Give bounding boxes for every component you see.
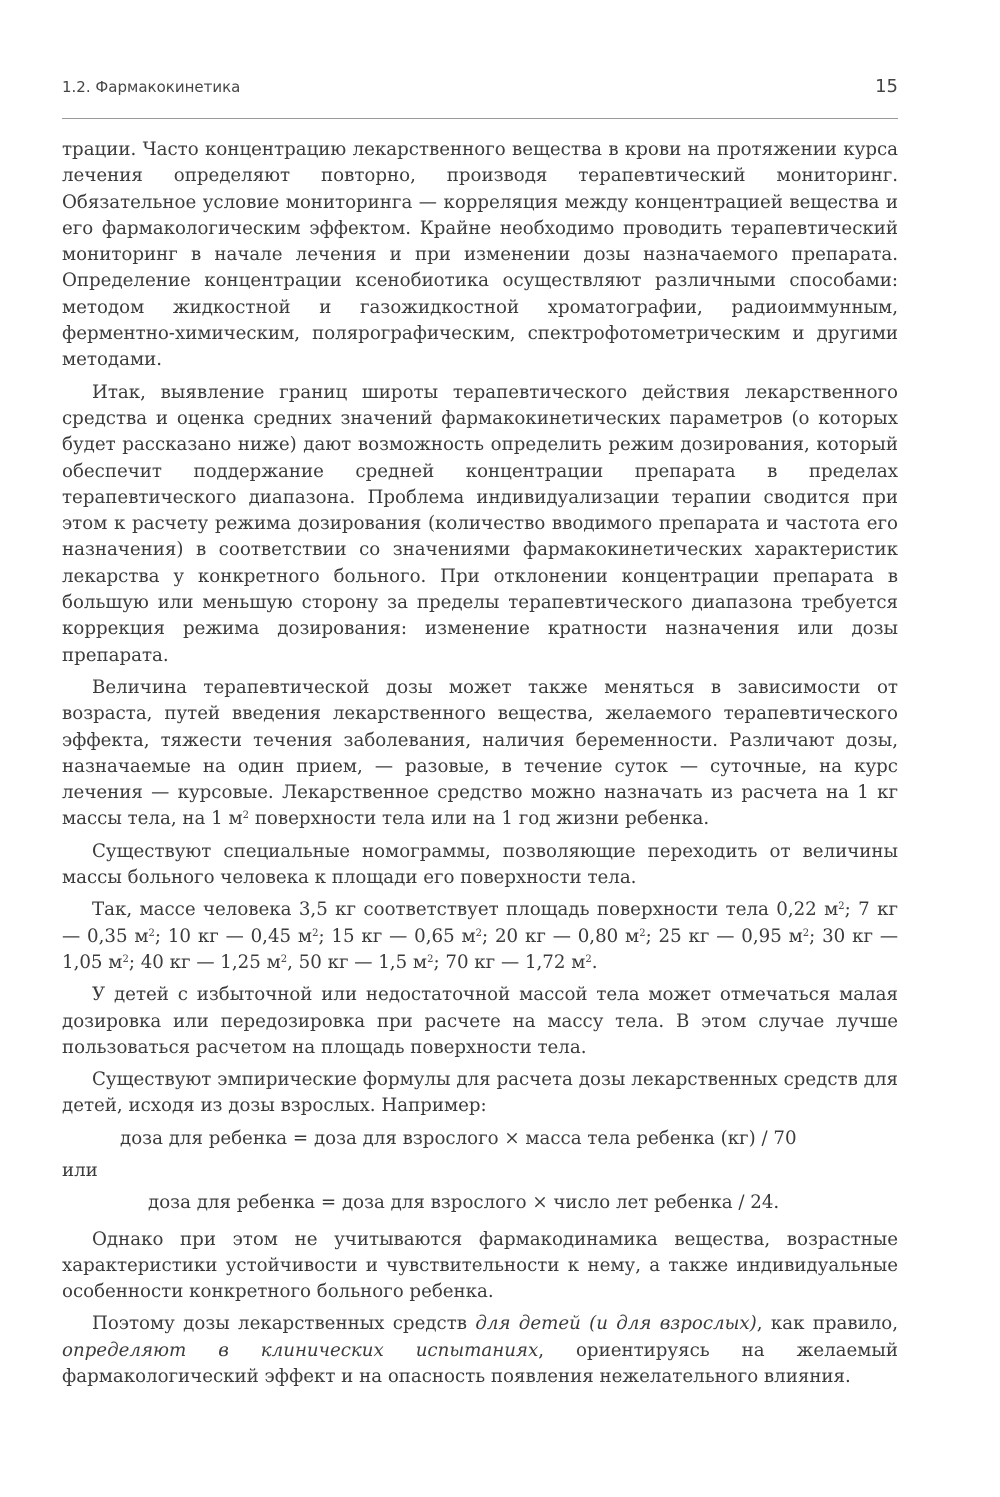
paragraph-overweight-children: У детей с избыточной или недостаточной массой тела может отмечаться малая дозировка или передозировка при расчете на массу тела. В этом случае лучше пользоваться расчетом на площадь поверхности тела. [62,984,898,1058]
p5-item-3: ; 15 кг — 0,65 м [318,925,476,947]
p5-sup-4: 2 [639,927,646,939]
p5-sup-6: 2 [122,953,129,965]
page-body [62,137,898,1396]
paragraph-empirical-formulas: Существуют эмпирические формулы для расчета дозы лекарственных средств для детей, исходя из дозы взрослых. Например: [62,1069,898,1117]
p5-end: . [591,951,598,973]
p5-sup-8: 2 [427,953,434,965]
p5-sup-5: 2 [802,927,810,939]
section-title: 1.2. Фармакокинетика [62,78,241,96]
p5-item-9: ; 70 кг — 1,72 м [433,951,586,973]
paragraph-monitoring: трации. Часто концентрацию лекарственного вещества в крови на протяжении курса лечения определяют повторно, производя терапевтический мониторинг. Обязательное условие мониторинга — корреляция между концентрацией вещества и его фармакологическим эффектом. Крайне необходимо проводить терапевтический мониторинг в начале лечения и при изменении дозы назначаемого препарата. Определение концентрации ксенобиотика осуществляют различными способами: методом жидкостной и газожидкостной хроматографии, радиоиммунным, ферментно-химическим, полярографическим, спектрофотометрическим и другими методами. [62,139,898,371]
p3-text: Величина терапевтической дозы может также меняться в зависимости от возраста, путей введения лекарственного вещества, желаемого терапевтического эффекта, тяжести течения заболевания, наличия беременности. Различают дозы, назначаемые на один прием, — разовые, в течение суток — суточные, на курс лечения — курсовые. Лекарственное средство можно назначать из расчета на 1 кг массы тела, на 1 м [62,676,898,830]
paragraph-limitations: Однако при этом не учитываются фармакодинамика вещества, возрастные характеристики устойчивости и чувствительности к нему, а также индивидуальные особенности конкретного больного ребенка. [62,1228,898,1303]
p5-item-0: Так, массе человека 3,5 кг соответствует площадь поверхности тела 0,22 м [92,899,839,921]
p5-sup-0: 2 [838,901,845,913]
p5-item-1: ; 7 кг — 0,35 м [62,899,898,947]
p5-item-6: ; 30 кг — 1,05 м [62,925,899,973]
p5-item-8: , 50 кг — 1,5 м [287,951,428,973]
p9-italic-trials: определяют в клинических испытаниях [62,1339,539,1361]
formula-by-weight: доза для ребенка = доза для взрослого × масса тела ребенка (кг) / 70 [120,1127,797,1149]
p5-sup-3: 2 [475,927,483,939]
formula-by-age: доза для ребенка = доза для взрослого × число лет ребенка / 24. [148,1192,780,1214]
paragraph-dosing-regimen: Итак, выявление границ широты терапевтического действия лекарственного средства и оценка средних значений фармакокинетических параметров (о которых будет рассказано ниже) дают возможность определить режим дозирования, который обеспечит поддержание средней концентрации препарата в пределах терапевтического диапазона. Проблема индивидуализации терапии сводится при этом к расчету режима дозирования (количество вводимого препарата и частота его назначения) в соответствии со значениями фармакокинетических характеристик лекарства у конкретного больного. При отклонении концентрации препарата в большую или меньшую сторону за пределы терапевтического диапазона требуется коррекция режима дозирования: изменение кратности назначения или дозы препарата. [62,381,898,666]
p5-item-7: ; 40 кг — 1,25 м [128,951,281,973]
p9-c: , как правило, [756,1313,899,1335]
paragraph-clinical-trials [62,1311,898,1390]
p5-item-5: ; 25 кг — 0,95 м [645,925,803,947]
paragraph-nomograms: Существуют специальные номограммы, позволяющие переходить от величины массы больного человека к площади его поверхности тела. [62,840,898,889]
p9-a: Поэтому дозы лекарственных средств [92,1313,476,1335]
p9-e: , ориентируясь на желаемый фармакологический эффект и на опасность появления нежелательного влияния. [62,1339,898,1388]
p5-sup-2: 2 [312,927,319,939]
or-word: или [62,1159,98,1181]
p9-italic-children: для детей (и для взрослых) [475,1313,757,1335]
header-rule [62,118,898,119]
page-number: 15 [875,76,898,97]
running-header [62,78,898,102]
p5-sup-1: 2 [148,927,155,939]
p3-sup: 2 [242,810,250,822]
p3-tail: поверхности тела или на 1 год жизни ребенка. [249,808,710,830]
p5-item-2: ; 10 кг — 0,45 м [154,925,313,947]
p5-sup-7: 2 [280,953,288,965]
p5-item-4: ; 20 кг — 0,80 м [482,925,640,947]
paragraph-surface-area [62,897,898,976]
p5-sup-9: 2 [585,953,592,965]
paragraph-therapeutic-dose [62,675,898,833]
